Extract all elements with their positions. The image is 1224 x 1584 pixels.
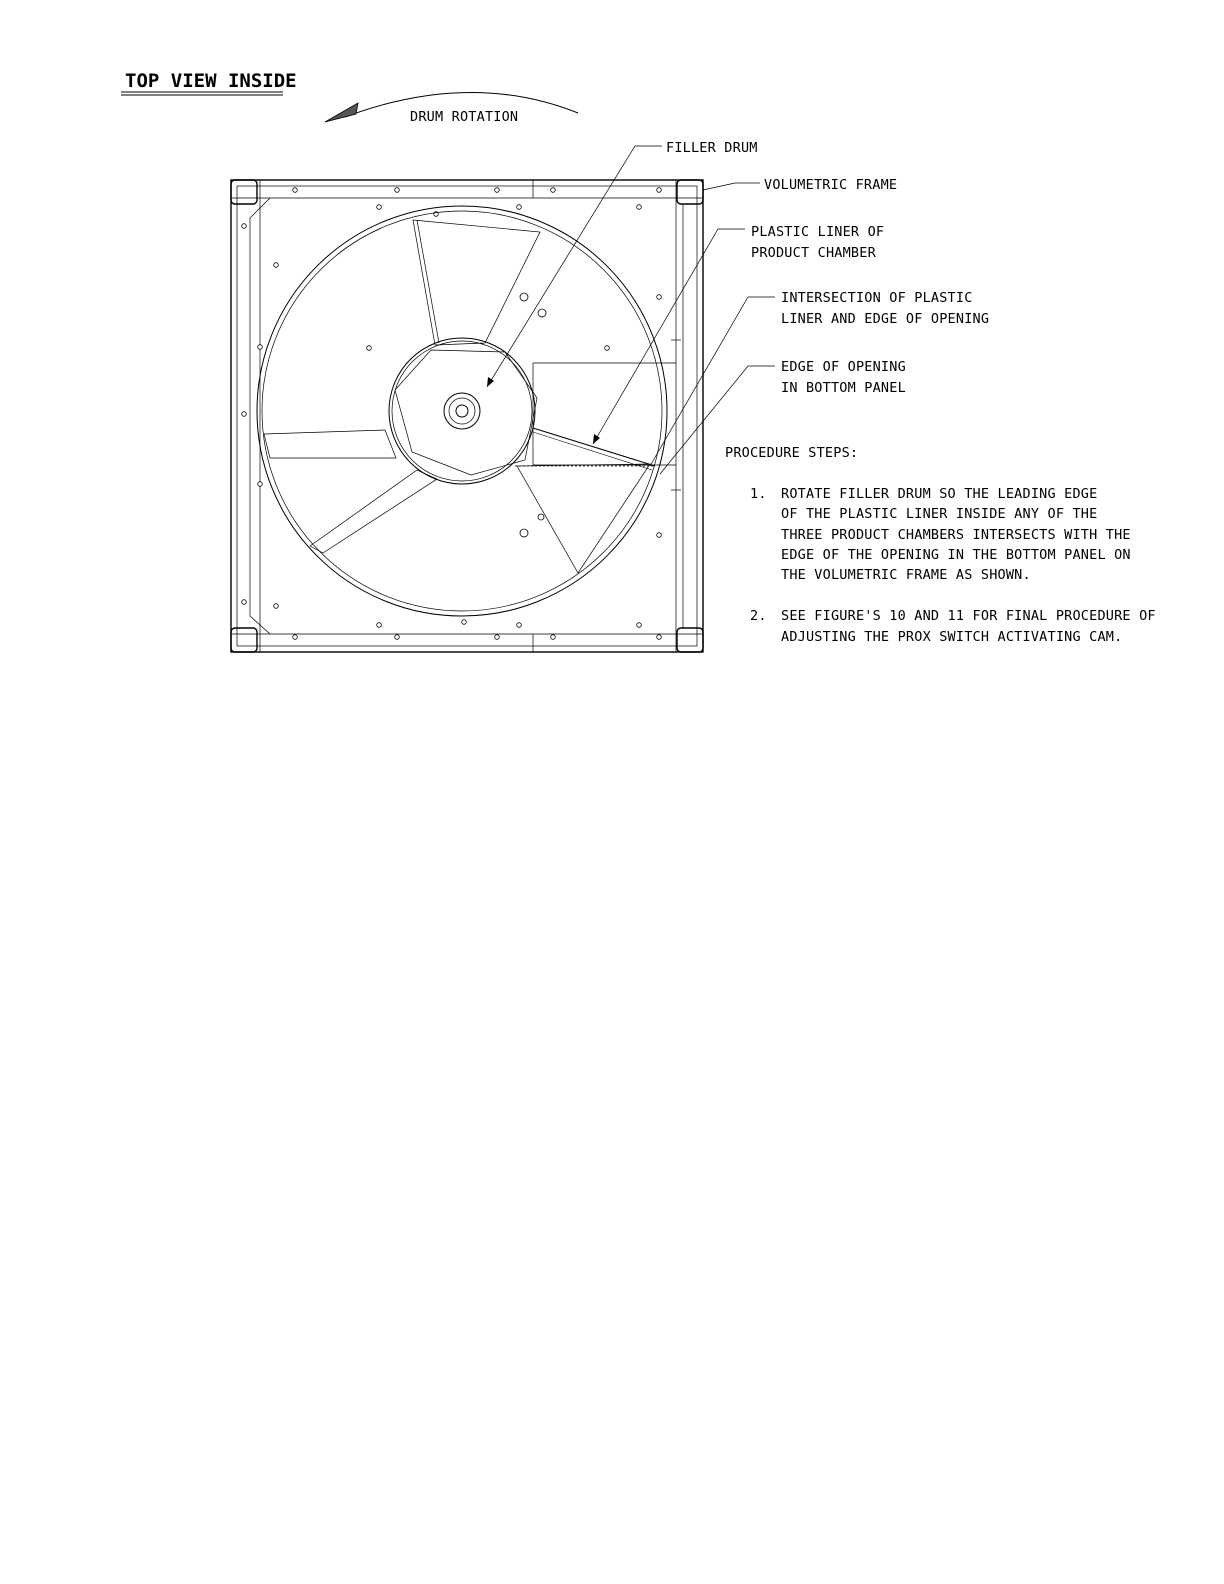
drawing-title bbox=[121, 70, 297, 95]
rotation-arrowhead-icon bbox=[325, 103, 358, 122]
step-1-line-3: THREE PRODUCT CHAMBERS INTERSECTS WITH THE bbox=[781, 527, 1131, 543]
step-1-line-4: EDGE OF THE OPENING IN THE BOTTOM PANEL ON bbox=[781, 547, 1131, 563]
step-1-line-1: ROTATE FILLER DRUM SO THE LEADING EDGE bbox=[781, 486, 1098, 502]
drum-rotation-arrow bbox=[325, 92, 578, 125]
label-intersection-1: INTERSECTION OF PLASTIC bbox=[781, 290, 973, 306]
label-edge-opening-1: EDGE OF OPENING bbox=[781, 359, 906, 375]
frame-bolt-holes bbox=[242, 188, 662, 640]
drum-shaft-outer bbox=[444, 393, 480, 429]
leader-intersection bbox=[650, 297, 775, 466]
step-1-line-5: THE VOLUMETRIC FRAME AS SHOWN. bbox=[781, 567, 1031, 583]
step-2-line-1: SEE FIGURE'S 10 AND 11 FOR FINAL PROCEDURE OF bbox=[781, 608, 1156, 624]
frame-outer bbox=[231, 180, 703, 652]
step-1-line-2: OF THE PLASTIC LINER INSIDE ANY OF THE bbox=[781, 506, 1098, 522]
corner-block-bl bbox=[231, 628, 257, 652]
chamber-wall-top bbox=[413, 220, 540, 345]
label-filler-drum: FILLER DRUM bbox=[666, 140, 758, 156]
volumetric-frame bbox=[231, 180, 703, 652]
step-1-number: 1. bbox=[750, 486, 767, 502]
frame-inner bbox=[237, 186, 697, 646]
label-edge-opening-2: IN BOTTOM PANEL bbox=[781, 380, 906, 396]
label-volumetric-frame: VOLUMETRIC FRAME bbox=[764, 177, 898, 193]
drum-shaft-inner bbox=[456, 405, 468, 417]
drum-hub-circle bbox=[389, 338, 535, 484]
drum-outer-circle bbox=[257, 206, 667, 616]
chamber-wall-bottom bbox=[517, 464, 650, 573]
leader-volumetric-frame bbox=[703, 183, 760, 190]
title-text: TOP VIEW INSIDE bbox=[125, 70, 297, 92]
step-2-number: 2. bbox=[750, 608, 767, 624]
leader-lines bbox=[487, 146, 775, 474]
label-intersection-2: LINER AND EDGE OF OPENING bbox=[781, 311, 990, 327]
chamber-wall-left-upper bbox=[264, 430, 396, 458]
label-plastic-liner-1: PLASTIC LINER OF bbox=[751, 224, 885, 240]
chamber-wall-left-lower bbox=[310, 470, 437, 553]
leader-filler-drum bbox=[487, 146, 662, 387]
filler-drum bbox=[257, 206, 667, 616]
procedure-steps bbox=[725, 445, 1156, 645]
step-2-line-2: ADJUSTING THE PROX SWITCH ACTIVATING CAM. bbox=[781, 629, 1123, 645]
corner-block-tl bbox=[231, 180, 257, 204]
leader-plastic-liner bbox=[593, 229, 745, 444]
label-plastic-liner-2: PRODUCT CHAMBER bbox=[751, 245, 876, 261]
plastic-liner-edge bbox=[533, 428, 655, 466]
corner-block-br bbox=[677, 628, 703, 652]
procedure-heading: PROCEDURE STEPS: bbox=[725, 445, 859, 461]
callout-labels bbox=[666, 140, 989, 396]
rotation-label: DRUM ROTATION bbox=[410, 109, 519, 125]
corner-block-tr bbox=[677, 180, 703, 204]
